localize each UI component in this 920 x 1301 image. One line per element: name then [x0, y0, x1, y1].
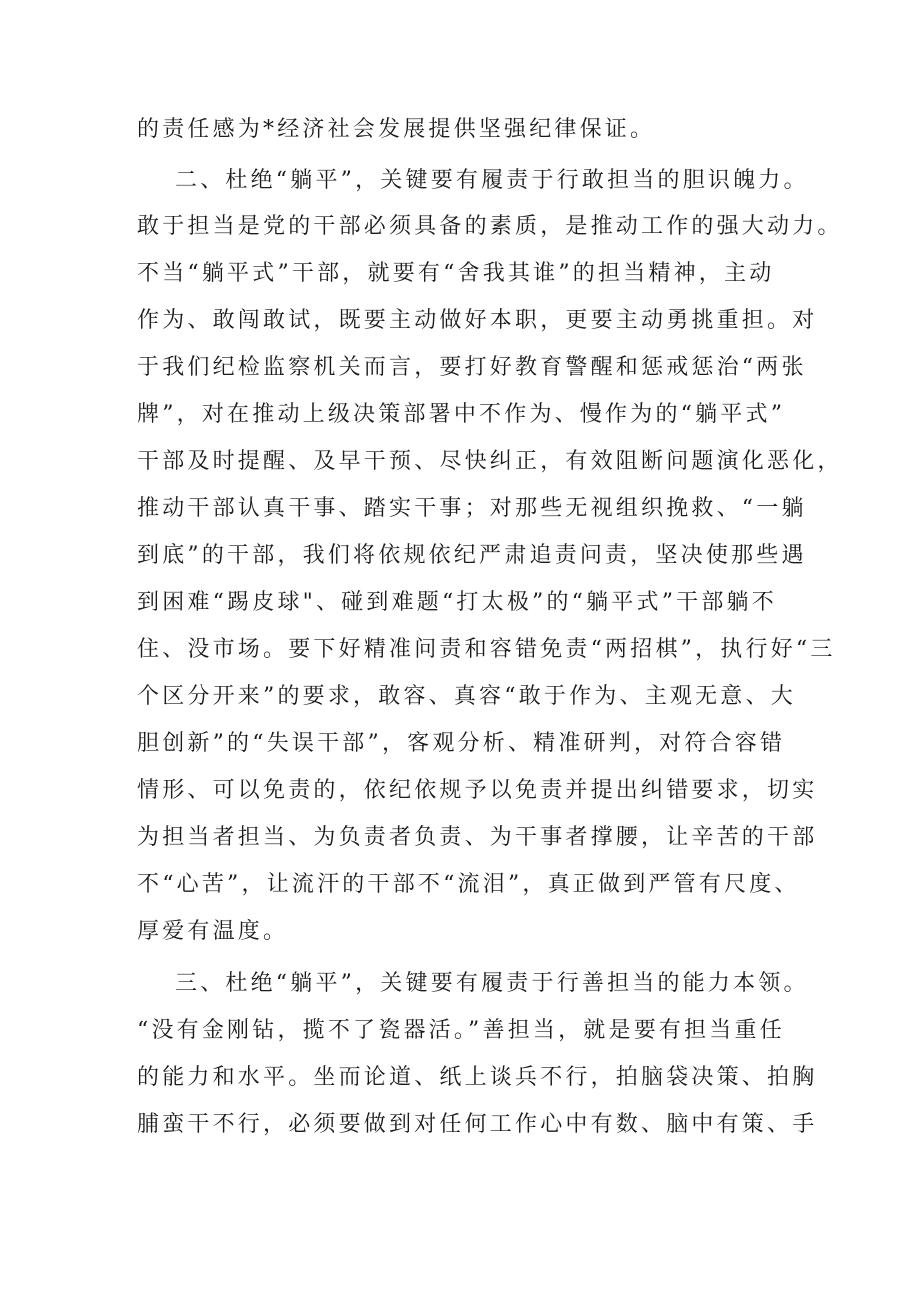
- text-line: 的责任感为*经济社会发展提供坚强纪律保证。: [137, 117, 656, 142]
- section-heading-2: 二、杜绝“躺平”，关键要有履责于行敢担当的胆识魄力。: [175, 168, 809, 193]
- text-line: “没有金刚钻，揽不了瓷器活。”善担当，就是要有担当重任: [137, 1018, 785, 1043]
- text-line: 到底”的干部，我们将依规依纪严肃追责问责，坚决使那些遇: [137, 543, 807, 568]
- text-line: 敢于担当是党的干部必须具备的素质，是推动工作的强大动力。: [137, 214, 843, 239]
- text-line: 个区分开来”的要求，敢容、真容“敢于作为、主观无意、大: [137, 684, 796, 709]
- section-heading-3: 三、杜绝“躺平”，关键要有履责于行善担当的能力本领。: [175, 971, 809, 996]
- text-line: 情形、可以免责的，依纪依规予以免责并提出纠错要求，切实: [137, 778, 818, 803]
- text-line: 干部及时提醒、及早干预、尽快纠正，有效阻断问题演化恶化，: [137, 449, 843, 474]
- text-line: 作为、敢闯敢试，既要主动做好本职，更要主动勇挑重担。对: [137, 308, 818, 333]
- text-line: 牌”，对在推动上级决策部署中不作为、慢作为的“躺平式”: [137, 402, 786, 427]
- text-line: 到困难“踢皮球"、碰到难题“打太极”的“躺平式”干部躺不: [137, 590, 777, 615]
- text-line: 胆创新”的“失误干部”，客观分析、精准研判，对符合容错: [137, 731, 786, 756]
- text-line: 厚爱有温度。: [137, 919, 289, 944]
- text-line: 为担当者担当、为负责者负责、为干事者撑腰，让辛苦的干部: [137, 825, 818, 850]
- text-line: 于我们纪检监察机关而言，要打好教育警醒和惩戒惩治“两张: [137, 355, 807, 380]
- text-line: 不当“躺平式”干部，就要有“舍我其谁”的担当精神，主动: [137, 261, 775, 286]
- text-line: 的能力和水平。坐而论道、纸上谈兵不行，拍脑袋决策、拍胸: [137, 1065, 818, 1090]
- text-line: 脯蛮干不行，必须要做到对任何工作心中有数、脑中有策、手: [137, 1112, 818, 1137]
- text-line: 不“心苦”，让流汗的干部不“流泪”，真正做到严管有尺度、: [137, 872, 800, 897]
- text-line: 推动干部认真干事、踏实干事；对那些无视组织挽救、“一躺: [137, 496, 807, 521]
- text-line: 住、没市场。要下好精准问责和容错免责“两招棋”，执行好“三: [137, 637, 836, 662]
